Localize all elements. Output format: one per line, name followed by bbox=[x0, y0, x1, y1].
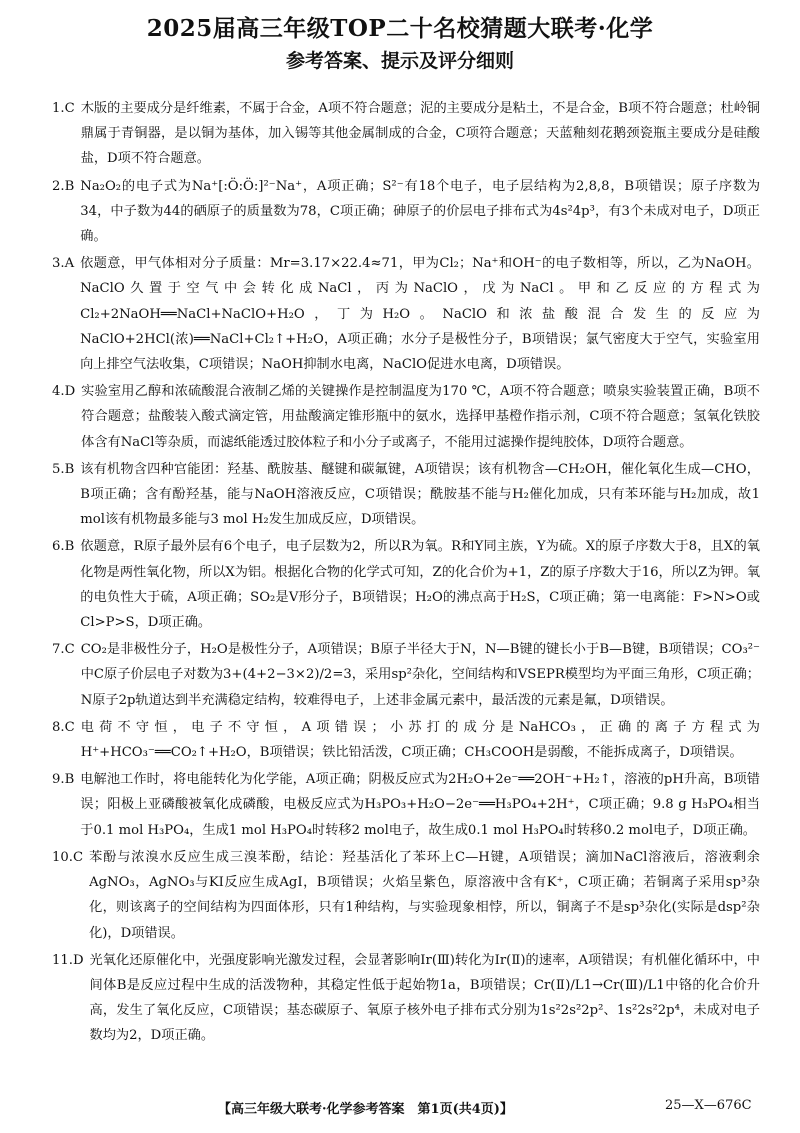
answer-item-11 bbox=[52, 948, 760, 1049]
answer-item-9 bbox=[52, 767, 760, 843]
answer-item-3 bbox=[52, 251, 760, 377]
answer-explanation: 电解池工作时，将电能转化为化学能，A项正确；阴极反应式为2H₂O+2e⁻══2OH⁻+H₂↑，溶液的pH升高，B项错误；阳极上亚磷酸被氧化成磷酸，电极反应式为H₃PO₃+H₂O−2e⁻══H₃PO₄+2H⁺，C项正确；9.8 g H₃PO₄相当于0.1 mol H₃PO₄，生成1 mol H₃PO₄时转移2 mol电子，故生成0.1 mol H₃PO₄时转移0.2 mol电子，D项正确。 bbox=[80, 772, 760, 838]
answer-number: 11.D bbox=[52, 952, 84, 968]
answer-number: 9.B bbox=[52, 772, 75, 788]
answer-number: 5.B bbox=[52, 461, 75, 477]
answer-item-10 bbox=[52, 845, 760, 946]
answer-explanation: 光氧化还原催化中，光强度影响光激发过程，会显著影响Ir(Ⅲ)转化为Ir(Ⅱ)的速率，A项错误；有机催化循环中，中间体B是反应过程中生成的活泼物种，其稳定性低于起始物1a，B项错误；Cr(Ⅱ)/L1→Cr(Ⅲ)/L1中铬的化合价升高，发生了氧化反应，C项错误；基态碳原子、氧原子核外电子排布式分别为1s²2s²2p²、1s²2s²2p⁴，未成对电子数均为2，D项正确。 bbox=[89, 952, 760, 1044]
answer-item-7 bbox=[52, 637, 760, 713]
answer-number: 3.A bbox=[52, 256, 75, 272]
answer-item-5 bbox=[52, 457, 760, 533]
answer-number: 10.C bbox=[52, 849, 84, 865]
answer-number: 1.C bbox=[52, 101, 75, 116]
answer-list bbox=[52, 96, 760, 1051]
answer-number: 2.B bbox=[52, 178, 75, 194]
answer-explanation: 依题意，R原子最外层有6个电子，电子层数为2，所以R为氧。R和Y同主族，Y为硫。X的原子序数大于8，且X的氧化物是两性氧化物，所以X为铝。根据化合物的化学式可知，Z的化合价为+1，Z的原子序数大于16，所以Z为钾。氧的电负性大于硫，A项正确；SO₂是V形分子，B项错误；H₂O的沸点高于H₂S，C项正确；第一电离能：F>N>O或Cl>P>S，D项正确。 bbox=[80, 539, 760, 631]
answer-number: 8.C bbox=[52, 719, 75, 735]
answer-number: 6.B bbox=[52, 539, 75, 555]
answer-number: 7.C bbox=[52, 642, 75, 658]
answer-item-2 bbox=[52, 174, 760, 250]
answer-explanation: 苯酚与浓溴水反应生成三溴苯酚，结论：羟基活化了苯环上C—H键，A项错误；滴加NaCl溶液后，溶液剩余AgNO₃，AgNO₃与KI反应生成AgI，B项错误；火焰呈紫色，原溶液中含有K⁺，C项正确；若铜离子采用sp³杂化，则该离子的空间结构为四面体形，只有1种结构，与实验现象相悖，所以，铜离子不是sp³杂化(实际是dsp²杂化)，D项错误。 bbox=[89, 849, 760, 941]
answer-explanation: 该有机物含四种官能团：羟基、酰胺基、醚键和碳氟键，A项错误；该有机物含—CH₂OH，催化氧化生成—CHO，B项正确；含有酚羟基，能与NaOH溶液反应，C项错误；酰胺基不能与H₂催化加成，只有苯环能与H₂加成，故1 mol该有机物最多能与3 mol H₂发生加成反应，D项错误。 bbox=[80, 461, 760, 528]
page-subtitle: 参考答案、提示及评分细则 bbox=[285, 50, 514, 72]
answer-explanation: 电荷不守恒，电子不守恒，A项错误；小苏打的成分是NaHCO₃，正确的离子方程式为H⁺+HCO₃⁻══CO₂↑+H₂O，B项错误；铁比铅活泼，C项正确；CH₃COOH是弱酸，不能拆成离子，D项错误。 bbox=[80, 719, 760, 761]
footer-page-label: 【高三年级大联考·化学参考答案 第1页(共4页)】 bbox=[218, 1102, 513, 1117]
answer-explanation: CO₂是非极性分子，H₂O是极性分子，A项错误；B原子半径大于N，N—B键的键长小于B—B键，B项错误；CO₃²⁻中C原子价层电子对数为3+(4+2−3×2)/2=3，采用sp²杂化，空间结构和VSEPR模型均为平面三角形，C项正确；N原子2p轨道达到半充满稳定结构，较难得电子，上述非金属元素中，最活泼的元素是氟，D项错误。 bbox=[80, 642, 760, 708]
answer-item-6 bbox=[52, 534, 760, 635]
answer-explanation: 实验室用乙醇和浓硫酸混合液制乙烯的关键操作是控制温度为170 ℃，A项不符合题意；喷泉实验装置正确，B项不符合题意；盐酸装入酸式滴定管，用盐酸滴定锥形瓶中的氨水，选择甲基橙作指示剂，C项不符合题意；氢氧化铁胶体含有NaCl等杂质，而滤纸能透过胶体粒子和小分子或离子，不能用过滤操作提纯胶体，D项符合题意。 bbox=[81, 384, 760, 450]
answer-item-1 bbox=[52, 96, 760, 172]
footer-code: 25—X—676C bbox=[665, 1098, 752, 1113]
answer-item-4 bbox=[52, 379, 760, 455]
answer-item-8 bbox=[52, 715, 760, 765]
answer-number: 4.D bbox=[52, 384, 76, 400]
page-title: 2025届高三年级TOP二十名校猜题大联考·化学 bbox=[146, 15, 654, 42]
answer-explanation: Na₂O₂的电子式为Na⁺[:Ö:Ö:]²⁻Na⁺，A项正确；S²⁻有18个电子，电子层结构为2,8,8，B项错误；原子序数为34，中子数为44的硒原子的质量数为78，C项正确；砷原子的价层电子排布式为4s²4p³，有3个未成对电子，D项正确。 bbox=[80, 178, 760, 245]
answer-explanation: 依题意，甲气体相对分子质量：Mr=3.17×22.4≈71，甲为Cl₂；Na⁺和OH⁻的电子数相等，所以，乙为NaOH。NaClO久置于空气中会转化成NaCl，丙为NaClO，戊为NaCl。甲和乙反应的方程式为Cl₂+2NaOH══NaCl+NaClO+H₂O，丁为H₂O。NaClO和浓盐酸混合发生的反应为NaClO+2HCl(浓)══NaCl+Cl₂↑+H₂O，A项正确；水分子是极性分子，B项错误；氯气密度大于空气，实验室用向上排空气法收集，C项错误；NaOH抑制水电离，NaClO促进水电离，D项错误。 bbox=[80, 256, 760, 373]
answer-explanation: 木版的主要成分是纤维素，不属于合金，A项不符合题意；泥的主要成分是粘土，不是合金，B项不符合题意；杜岭铜鼎属于青铜器，是以铜为基体，加入锡等其他金属制成的合金，C项符合题意；天蓝釉刻花鹅颈瓷瓶主要成分是硅酸盐，D项不符合题意。 bbox=[80, 101, 760, 167]
